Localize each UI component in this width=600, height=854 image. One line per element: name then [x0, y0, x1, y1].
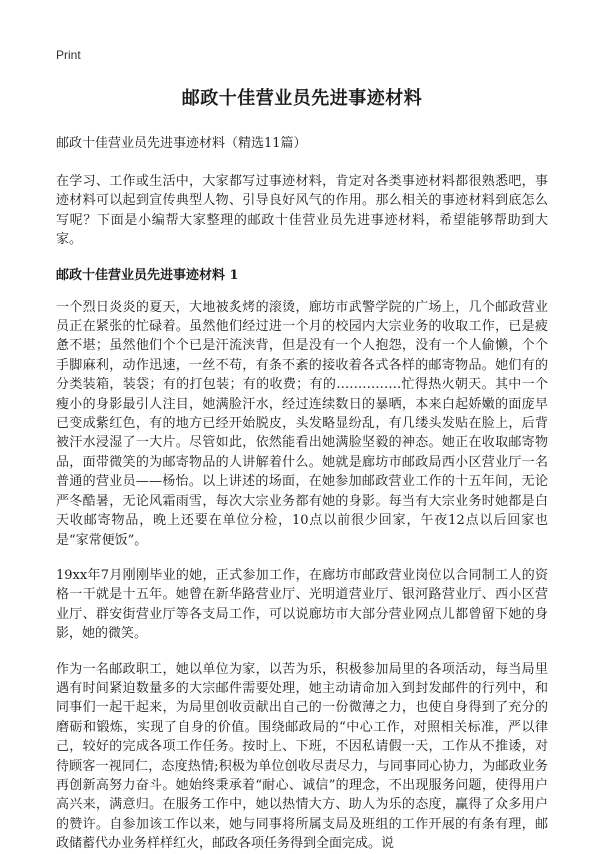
document-title: 邮政十佳营业员先进事迹材料	[181, 88, 423, 109]
body-paragraph-1: 一个烈日炎炎的夏天，大地被炙烤的滚烫，廊坊市武警学院的广场上，几个邮政营业员正在紧张的忙碌着。虽然他们经过进一个月的校园内大宗业务的收取工作，已是疲惫不堪；虽然他们个个已是汗流浃背，但是没有一个人抱怨，没有一个人偷懒，个个手脚麻利，动作迅速，一丝不苟，有条不紊的接收着各式各样的邮寄物品。她们有的分类装箱，装袋；有的打包装；有的收费；有的……………忙得热火朝天。其中一个瘦小的身影最引人注目，她满脸汗水，经过连续数日的暴晒，本来白起娇嫩的面庞早已变成紫红色，有的地方已经开始脱皮，头发略显纷乱，有几缕头发贴在脸上，后背被汗水浸湿了一大片。尽管如此，依然能看出她满脸坚毅的神态。她正在收取邮寄物品，面带微笑的为邮寄物品的人讲解着什么。她就是廊坊市邮政局西小区营业厅一名普通的营业员——杨怡。以上讲述的场面，在她参加邮政营业工作的十五年间，无论严冬酷暑，无论风霜雨雪，每次大宗业务都有她的身影。每当有大宗业务时她都是白天收邮寄物品，晚上还要在单位分检，10点以前很少回家，午夜12点以后回家也是“家常便饭”。	[56, 299, 548, 548]
document-subtitle: 邮政十佳营业员先进事迹材料（精选11篇）	[56, 136, 307, 151]
body-paragraph-3: 作为一名邮政职工，她以单位为家，以苦为乐，积极参加局里的各项活动，每当局里遇有时间紧迫数量多的大宗邮件需要处理，她主动请命加入到封发邮件的行列中，和同事们一起干起来，为局里创收贡献出自己的一份微薄之力，也使自身得到了充分的磨砺和锻炼，实现了自身的价值。围绕邮政局的“中心工作，对照相关标准，严以律己，较好的完成各项工作任务。按时上、下班，不因私请假一天，工作从不推诿，对待顾客一视同仁，态度热情;积极为单位创收尽责尽力，与同事同心协力，为邮政业务再创新高努力奋斗。她始终秉承着“耐心、诚信”的理念，不出现服务问题，使得用户高兴来，满意归。在服务工作中，她以热情大方、助人为乐的态度，赢得了众多用户的赞许。自参加该工作以来，她与同事将所属支局及班组的工作开展的有条有理，邮政储蓄代办业务样样红火，邮政各项任务得到全面完成。说	[56, 661, 548, 852]
intro-paragraph: 在学习、工作或生活中，大家都写过事迹材料，肯定对各类事迹材料都很熟悉吧，事迹材料可以起到宣传典型人物、引导良好风气的作用。那么相关的事迹材料到底怎么写呢？下面是小编帮大家整理的邮政十佳营业员先进事迹材料，希望能够帮助到大家。	[56, 174, 548, 248]
body-paragraph-2: 19xx年7月刚刚毕业的她，正式参加工作，在廊坊市邮政营业岗位以合同制工人的资格一干就是十五年。她曾在新华路营业厅、光明道营业厅、银河路营业厅、西小区营业厅、群安街营业厅等各支局工作，可以说廊坊市大部分营业网点儿都曾留下她的身影，她的微笑。	[56, 567, 548, 642]
section-heading: 邮政十佳营业员先进事迹材料 1	[56, 267, 239, 283]
print-link[interactable]: Print	[56, 48, 81, 62]
